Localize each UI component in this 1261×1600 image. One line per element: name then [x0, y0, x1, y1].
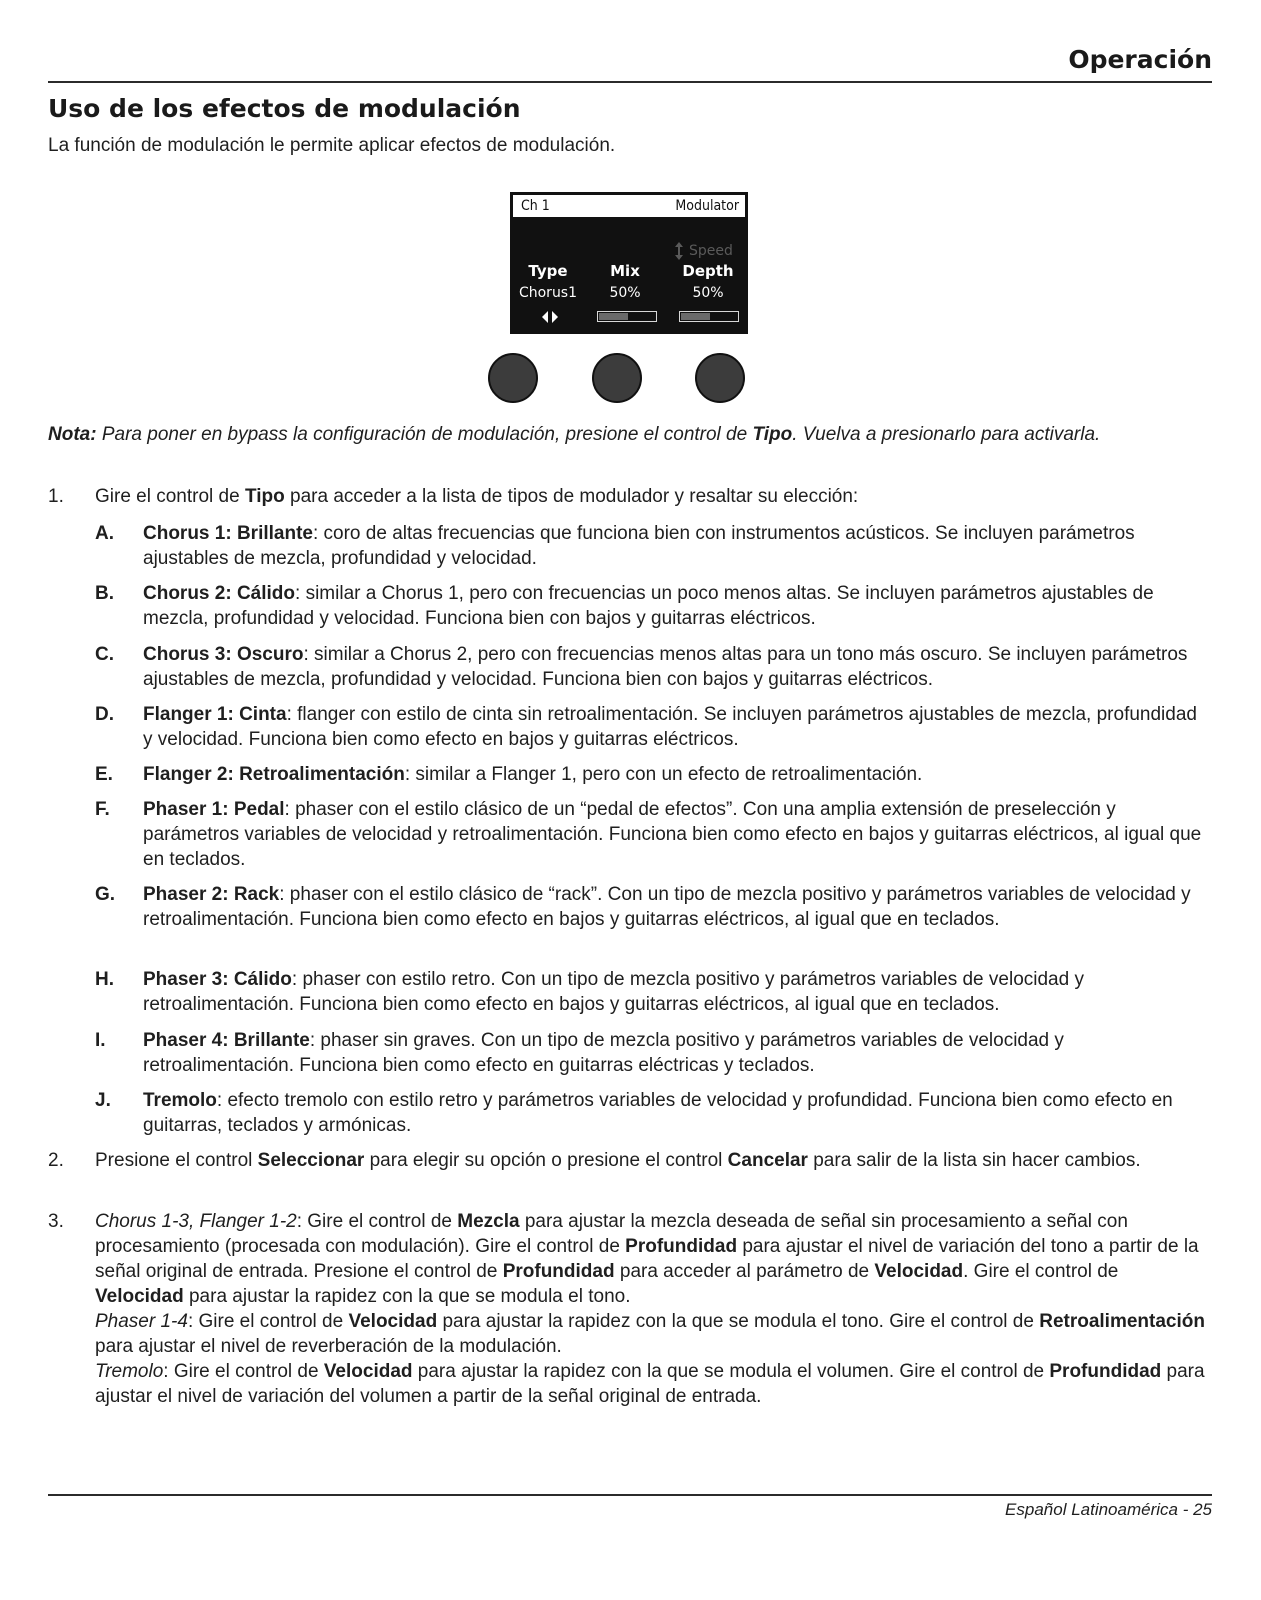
note-paragraph — [48, 422, 1208, 448]
step-1-text: Gire el control de Tipo para acceder a la lista de tipos de modulador y resaltar su elección: — [95, 486, 859, 507]
item-j: Tremolo: efecto tremolo con estilo retro y parámetros variables de velocidad y profundidad. Funciona bien como efecto en guitarras, teclados y armónicas. — [143, 1090, 1173, 1136]
item-b: Chorus 2: Cálido: similar a Chorus 1, pero con frecuencias un poco menos altas. Se incluyen parámetros ajustables de mezcla, profundidad y velocidad. Funciona bien con bajos y guitarras eléctricos. — [143, 583, 1154, 629]
item-letter: F. — [95, 799, 110, 820]
device-display — [510, 192, 748, 334]
item-d: Flanger 1: Cinta: flanger con estilo de cinta sin retroalimentación. Se incluyen parámetros ajustables de mezcla, profundidad y velocidad. Funciona bien como efecto en bajos y guitarras eléctricos. — [143, 704, 1197, 750]
mix-title: Mix — [610, 262, 640, 280]
display-mode: Modulator — [675, 198, 739, 214]
item-f: Phaser 1: Pedal: phaser con el estilo clásico de un “pedal de efectos”. Con una amplia extensión de preselección y parámetros variables de velocidad y retroalimentación. Funciona bien como efecto en bajos y guitarras eléctricos, al igual que en teclados. — [143, 799, 1202, 870]
note-label: Nota: — [48, 424, 97, 445]
page-title: Uso de los efectos de modulación — [48, 94, 521, 123]
step-3-phaser: Phaser 1-4: Gire el control de Velocidad para ajustar la rapidez con la que se modula el tono. Gire el control de Retroalimentación para ajustar el nivel de reverberación de la modulación. — [95, 1311, 1205, 1357]
item-letter: G. — [95, 884, 116, 905]
item-i: Phaser 4: Brillante: phaser sin graves. Con un tipo de mezcla positivo y parámetros variables de velocidad y retroalimentación. Funciona bien como efecto en guitarras eléctricas y teclados. — [143, 1030, 1064, 1076]
display-header — [513, 195, 745, 217]
step-3-text — [95, 1209, 1210, 1409]
item-g: Phaser 2: Rack: phaser con el estilo clásico de “rack”. Con un tipo de mezcla positivo y parámetros variables de velocidad y retroalimentación. Funciona bien como efecto en bajos y guitarras eléctricos, al igual que en teclados. — [143, 884, 1191, 930]
section-label: Operación — [1068, 45, 1212, 74]
item-letter: E. — [95, 764, 113, 785]
depth-value: 50% — [692, 285, 724, 301]
item-letter: D. — [95, 704, 114, 725]
type-title: Type — [528, 262, 568, 280]
item-letter: J. — [95, 1090, 111, 1111]
item-e: Flanger 2: Retroalimentación: similar a Flanger 1, pero con un efecto de retroalimentación. — [143, 764, 923, 785]
step-number: 2. — [48, 1150, 64, 1171]
note-bold: Tipo — [752, 424, 793, 445]
mix-value: 50% — [609, 285, 641, 301]
item-c: Chorus 3: Oscuro: similar a Chorus 2, pero con frecuencias menos altas para un tono más oscuro. Se incluyen parámetros ajustables de mezcla, profundidad y velocidad. Funciona bien con bajos y guitarras eléctricos. — [143, 644, 1188, 690]
left-right-arrow-icon — [541, 310, 559, 324]
depth-knob[interactable] — [695, 353, 745, 403]
mix-level-fill — [599, 313, 628, 320]
depth-title: Depth — [682, 262, 734, 280]
depth-level-fill — [681, 313, 710, 320]
item-letter: I. — [95, 1030, 106, 1051]
mix-level-bar — [597, 311, 657, 322]
note-text: Para poner en bypass la configuración de modulación, presione el control de — [96, 424, 753, 445]
note-text-end: . Vuelva a presionarlo para activarla. — [792, 424, 1101, 445]
item-letter: B. — [95, 583, 114, 604]
speed-label: Speed — [689, 243, 733, 259]
manual-page — [48, 0, 1212, 1600]
step-number: 3. — [48, 1211, 64, 1232]
mix-knob[interactable] — [592, 353, 642, 403]
step-3-chorus-flanger: Chorus 1-3, Flanger 1-2: Gire el control de Mezcla para ajustar la mezcla deseada de señal sin procesamiento a señal con procesamiento (procesada con modulación). Gire el control de Profundidad para ajustar el nivel de variación del tono a partir de la señal original de entrada. Presione el control de Profundidad para acceder al parámetro de Velocidad. Gire el control de Velocidad para ajustar la rapidez con la que se modula el tono. — [95, 1211, 1199, 1307]
type-value: Chorus1 — [518, 285, 578, 301]
display-channel: Ch 1 — [521, 198, 550, 214]
footer-rule — [48, 1494, 1212, 1496]
page-footer: Español Latinoamérica - 25 — [1005, 1500, 1212, 1519]
item-letter: H. — [95, 969, 114, 990]
depth-level-bar — [679, 311, 739, 322]
step-number: 1. — [48, 486, 64, 507]
item-h: Phaser 3: Cálido: phaser con estilo retro. Con un tipo de mezcla positivo y parámetros variables de velocidad y retroalimentación. Funciona bien como efecto en bajos y guitarras eléctricos, al igual que en teclados. — [143, 969, 1084, 1015]
step-2-text: Presione el control Seleccionar para elegir su opción o presione el control Cancelar para salir de la lista sin hacer cambios. — [95, 1150, 1141, 1171]
up-down-arrow-icon — [673, 241, 685, 261]
item-letter: A. — [95, 523, 114, 544]
step-3-tremolo: Tremolo: Gire el control de Velocidad para ajustar la rapidez con la que se modula el volumen. Gire el control de Profundidad para ajustar el nivel de variación del volumen a partir de la señal original de entrada. — [95, 1361, 1205, 1407]
type-knob[interactable] — [488, 353, 538, 403]
item-letter: C. — [95, 644, 114, 665]
intro-text: La función de modulación le permite aplicar efectos de modulación. — [48, 135, 616, 156]
header-rule — [48, 81, 1212, 83]
item-a: Chorus 1: Brillante: coro de altas frecuencias que funciona bien con instrumentos acústicos. Se incluyen parámetros ajustables de mezcla, profundidad y velocidad. — [143, 523, 1135, 569]
